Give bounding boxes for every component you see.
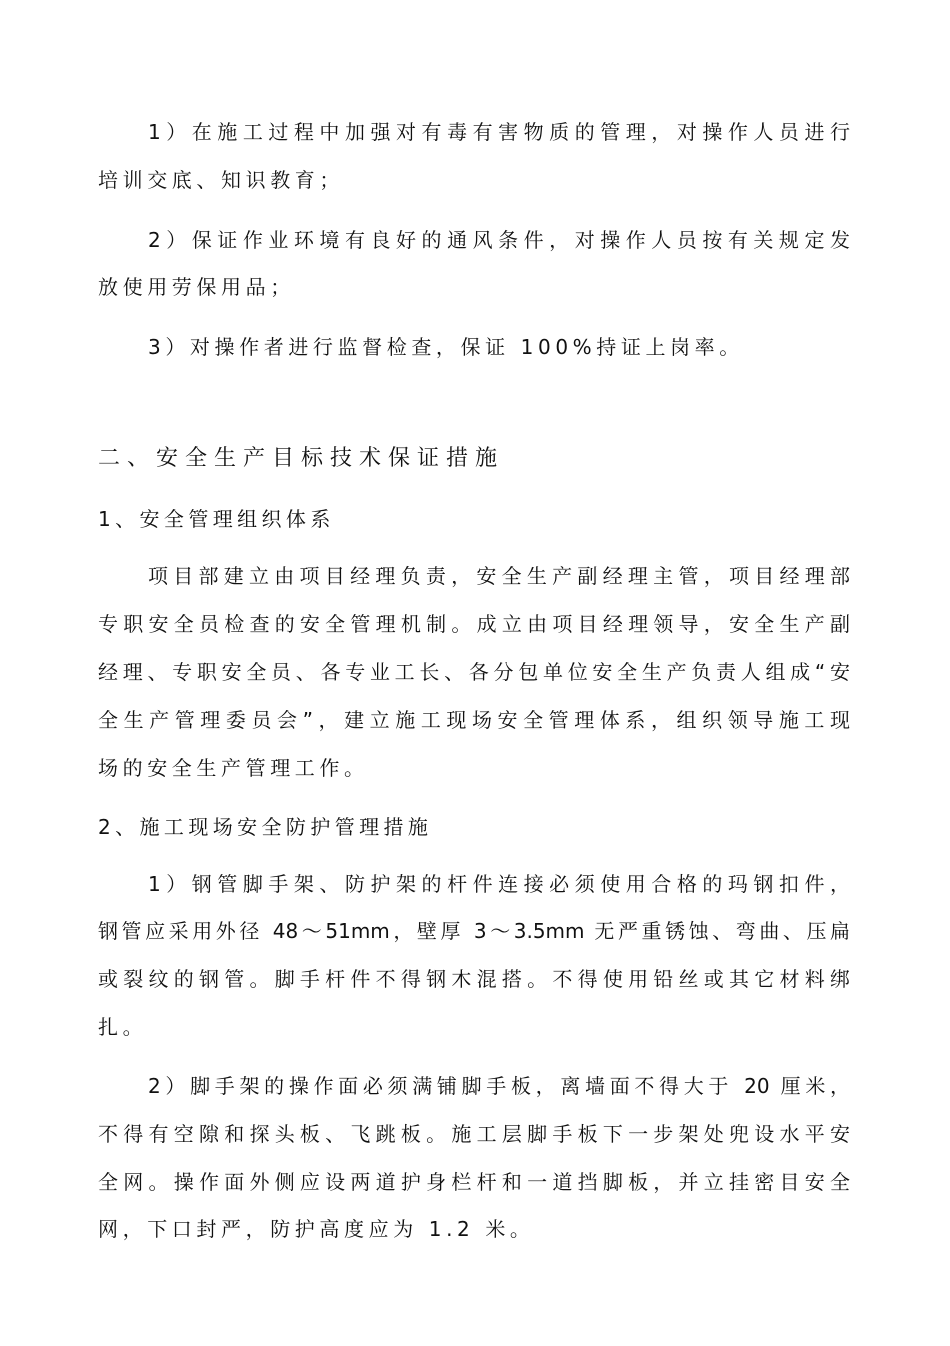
- paragraph-line: 扎。: [98, 1015, 148, 1039]
- paragraph-line: 钢管应采用外径 48～51mm，壁厚 3～3.5mm 无严重锈蚀、弯曲、压扁: [98, 919, 850, 943]
- paragraph-line: 3）对操作者进行监督检查，保证 100%持证上岗率。: [148, 335, 744, 359]
- paragraph-line: 经理、专职安全员、各专业工长、各分包单位安全生产负责人组成“安: [98, 660, 850, 684]
- paragraph-line: 培训交底、知识教育；: [98, 168, 344, 192]
- paragraph-line: 全生产管理委员会”，建立施工现场安全管理体系，组织领导施工现: [98, 708, 850, 732]
- subsection-heading: 2、施工现场安全防护管理措施: [98, 815, 433, 839]
- paragraph-line: 专职安全员检查的安全管理机制。成立由项目经理领导，安全生产副: [98, 612, 850, 636]
- paragraph-line: 1）在施工过程中加强对有毒有害物质的管理，对操作人员进行: [148, 120, 850, 144]
- paragraph-line: 1）钢管脚手架、防护架的杆件连接必须使用合格的玛钢扣件，: [148, 872, 850, 896]
- section-heading: 二、安全生产目标技术保证措施: [98, 446, 505, 471]
- paragraph-line: 网，下口封严，防护高度应为 1.2 米。: [98, 1217, 535, 1241]
- paragraph-line: 场的安全生产管理工作。: [98, 756, 369, 780]
- paragraph-line: 2）保证作业环境有良好的通风条件，对操作人员按有关规定发: [148, 228, 850, 252]
- paragraph-line: 放使用劳保用品；: [98, 275, 295, 299]
- paragraph-line: 全网。操作面外侧应设两道护身栏杆和一道挡脚板，并立挂密目安全: [98, 1170, 850, 1194]
- paragraph-line: 2）脚手架的操作面必须满铺脚手板，离墙面不得大于 20 厘米，: [148, 1074, 850, 1098]
- paragraph-line: 或裂纹的钢管。脚手杆件不得钢木混搭。不得使用铅丝或其它材料绑: [98, 967, 850, 991]
- paragraph-line: 项目部建立由项目经理负责，安全生产副经理主管，项目经理部: [148, 564, 850, 588]
- paragraph-line: 不得有空隙和探头板、飞跳板。施工层脚手板下一步架处兜设水平安: [98, 1122, 850, 1146]
- subsection-heading: 1、安全管理组织体系: [98, 507, 335, 531]
